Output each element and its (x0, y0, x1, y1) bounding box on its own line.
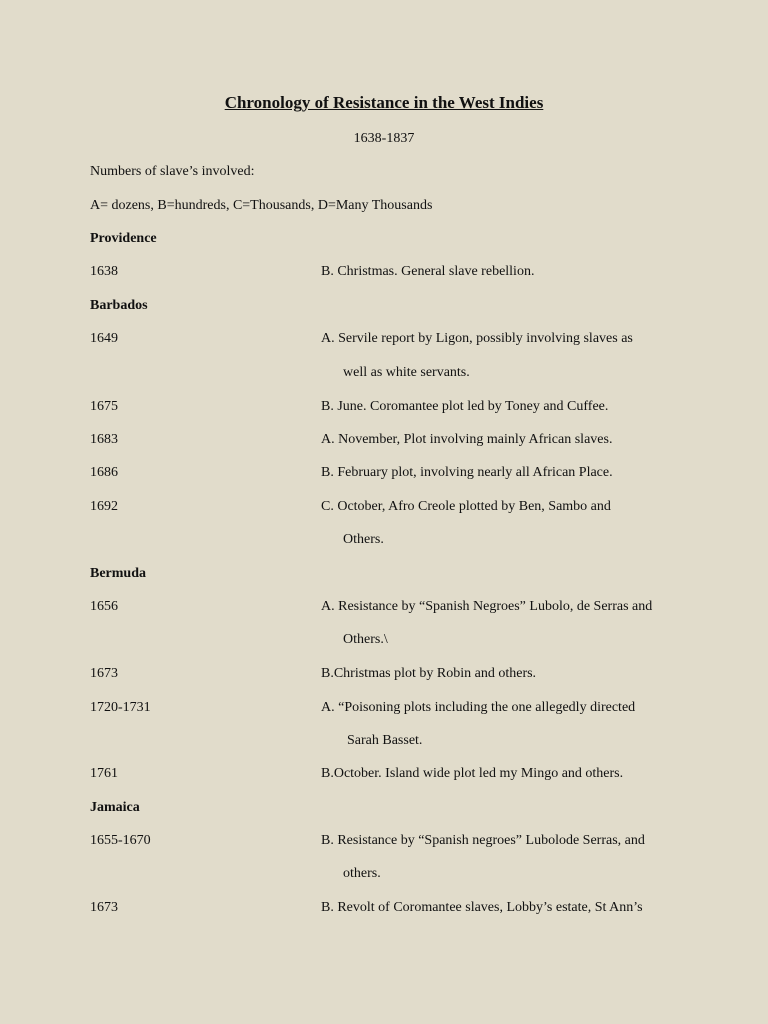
entry-description: A. Resistance by “Spanish Negroes” Lubolo, de Serras and (321, 599, 653, 614)
entry-description: B. Christmas. General slave rebellion. (321, 264, 535, 279)
entry-description: B.Christmas plot by Robin and others. (321, 666, 537, 681)
section-heading-providence: Providence (90, 231, 157, 246)
entry-description: C. October, Afro Creole plotted by Ben, Sambo and (321, 499, 611, 514)
entry-year: 1692 (90, 499, 118, 514)
entry-year: 1683 (90, 432, 118, 447)
entry-year: 1649 (90, 331, 118, 346)
entry-year: 1638 (90, 264, 118, 279)
section-heading-barbados: Barbados (90, 298, 148, 313)
legend-label: Numbers of slave’s involved: (90, 164, 255, 179)
entry-year: 1675 (90, 399, 118, 414)
entry-description-continued: Others. (343, 532, 384, 547)
entry-year: 1673 (90, 900, 118, 915)
section-heading-bermuda: Bermuda (90, 566, 146, 581)
entry-description: B. Resistance by “Spanish negroes” Lubolode Serras, and (321, 833, 645, 848)
entry-year: 1761 (90, 766, 118, 781)
entry-description: B. February plot, involving nearly all African Place. (321, 465, 613, 480)
entry-description-continued: others. (343, 866, 381, 881)
entry-description-continued: well as white servants. (343, 365, 470, 380)
legend-values: A= dozens, B=hundreds, C=Thousands, D=Many Thousands (90, 198, 433, 213)
entry-description: A. Servile report by Ligon, possibly involving slaves as (321, 331, 633, 346)
entry-description-continued: Others.\ (343, 632, 388, 647)
entry-description: A. November, Plot involving mainly African slaves. (321, 432, 613, 447)
date-range: 1638-1837 (353, 131, 415, 146)
entry-year: 1686 (90, 465, 118, 480)
entry-description-continued: Sarah Basset. (347, 733, 423, 748)
section-heading-jamaica: Jamaica (90, 800, 140, 815)
entry-description: A. “Poisoning plots including the one allegedly directed (321, 700, 636, 715)
document-title: Chronology of Resistance in the West Indies (224, 93, 544, 112)
entry-description: B. Revolt of Coromantee slaves, Lobby’s estate, St Ann’s (321, 900, 643, 915)
entry-description: B. June. Coromantee plot led by Toney and Cuffee. (321, 399, 609, 414)
entry-year: 1720-1731 (90, 700, 151, 715)
entry-description: B.October. Island wide plot led my Mingo and others. (321, 766, 624, 781)
entry-year: 1673 (90, 666, 118, 681)
entry-year: 1656 (90, 599, 118, 614)
entry-year: 1655-1670 (90, 833, 151, 848)
